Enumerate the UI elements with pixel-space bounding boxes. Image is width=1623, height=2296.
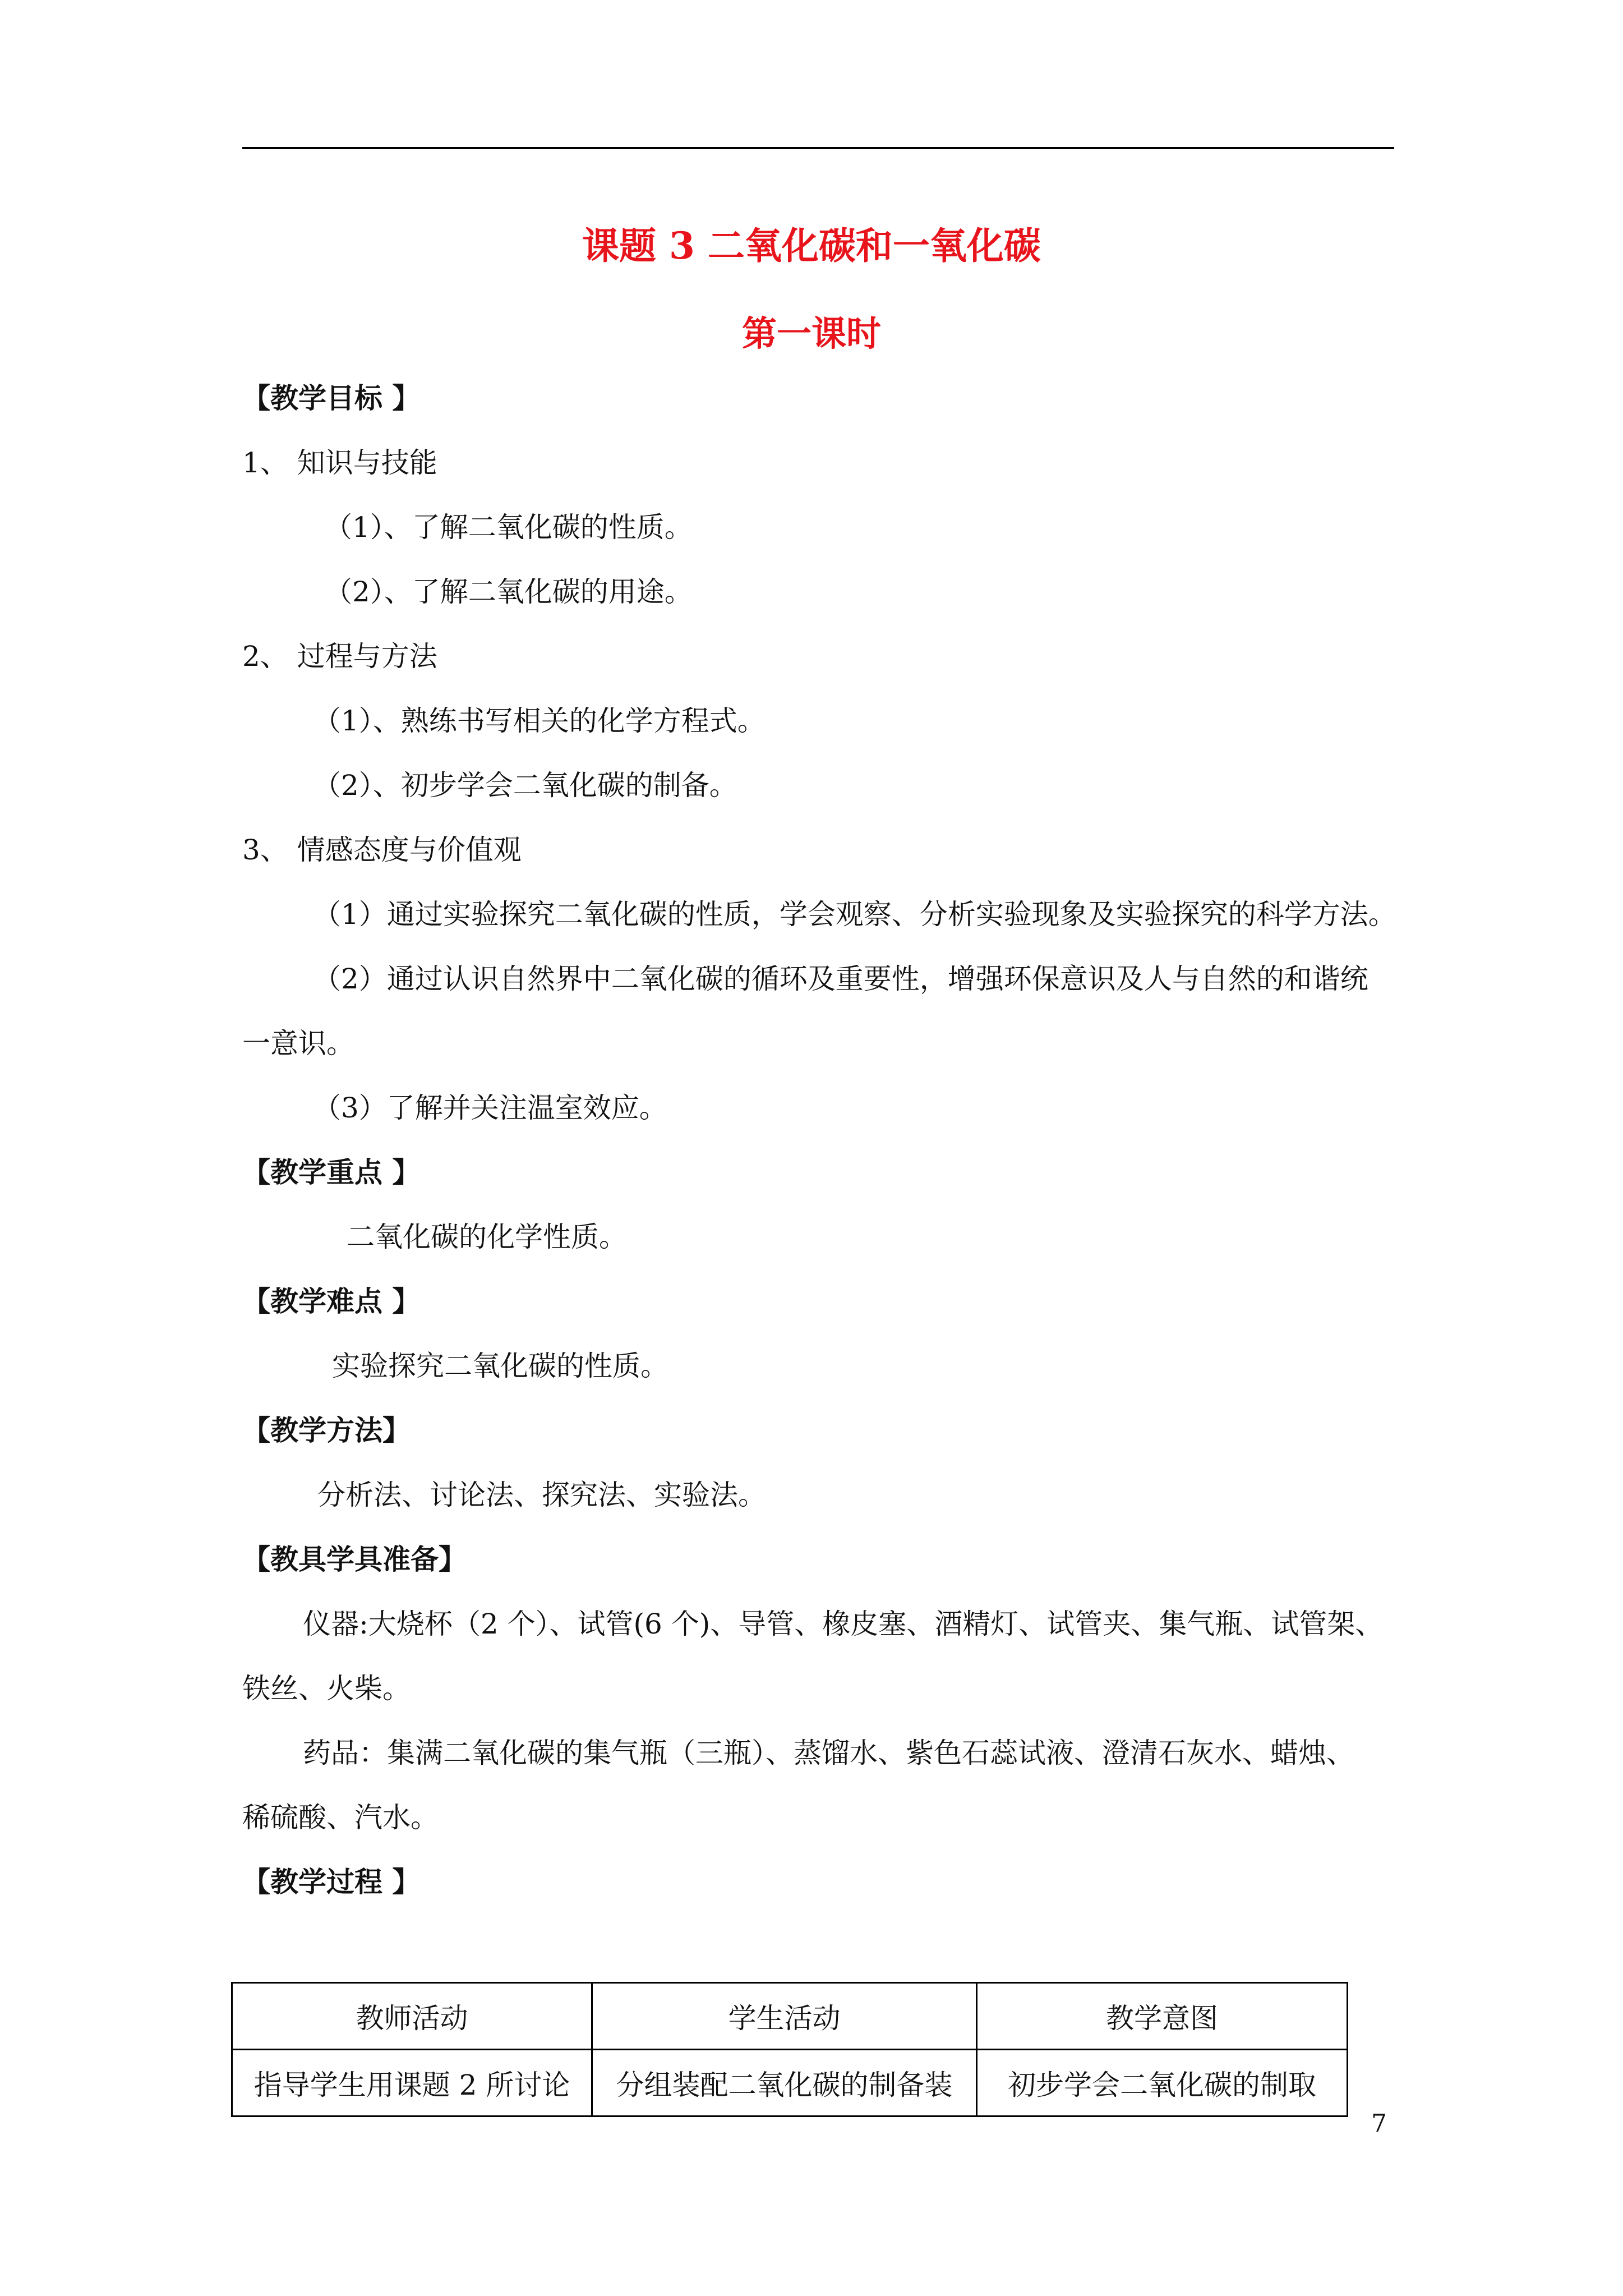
goal-3: 3、 情感态度与价值观: [242, 834, 522, 866]
header-cell-student: 学生活动: [592, 1983, 977, 2050]
table-row: [232, 2050, 1348, 2116]
difficulty-heading: 【教学难点 】: [242, 1285, 421, 1318]
key-point-heading: 【教学重点 】: [242, 1156, 421, 1189]
goal-2-item-b: （2）、初步学会二氧化碳的制备。: [313, 769, 737, 802]
header-cell-teacher: 教师活动: [232, 1983, 592, 2050]
table-cell: 分组装配二氧化碳的制备装: [592, 2050, 977, 2116]
teaching-process-table: [231, 1982, 1348, 2117]
table-cell: 指导学生用课题 2 所讨论: [232, 2050, 592, 2116]
goal-3-item-a: （1）通过实验探究二氧化碳的性质，学会观察、分析实验现象及实验探究的科学方法。: [313, 898, 1396, 931]
process-heading: 【教学过程 】: [242, 1866, 421, 1898]
prep-instruments-line2: 铁丝、火柴。: [242, 1672, 411, 1705]
goal-2: 2、 过程与方法: [242, 640, 437, 673]
goal-3-item-b-line1: （2）通过认识自然界中二氧化碳的循环及重要性，增强环保意识及人与自然的和谐统: [313, 963, 1368, 995]
page-title: 课题 3 二氧化碳和一氧化碳: [582, 224, 1041, 268]
goal-1: 1、 知识与技能: [242, 447, 437, 479]
method-heading: 【教学方法】: [242, 1414, 411, 1447]
table-cell: 初步学会二氧化碳的制取: [976, 2050, 1347, 2116]
page-subtitle: 第一课时: [741, 313, 881, 354]
key-point-text: 二氧化碳的化学性质。: [347, 1221, 627, 1253]
goal-3-item-c: （3）了解并关注温室效应。: [313, 1092, 667, 1124]
header-cell-intent: 教学意图: [976, 1983, 1347, 2050]
table-header-row: [232, 1983, 1348, 2050]
prep-instruments-line1: 仪器:大烧杯（2 个）、试管(6 个)、导管、橡皮塞、酒精灯、试管夹、集气瓶、试管架、: [303, 1608, 1384, 1640]
prep-chemicals-line2: 稀硫酸、汽水。: [242, 1801, 439, 1834]
goal-3-item-b-line2: 一意识。: [242, 1027, 354, 1060]
header-rule: [242, 147, 1394, 149]
goals-heading: 【教学目标 】: [242, 382, 421, 415]
prep-heading: 【教具学具准备】: [242, 1543, 467, 1576]
difficulty-text: 实验探究二氧化碳的性质。: [332, 1350, 668, 1382]
method-text: 分析法、讨论法、探究法、实验法。: [317, 1479, 766, 1511]
prep-chemicals-line1: 药品：集满二氧化碳的集气瓶（三瓶）、蒸馏水、紫色石蕊试液、澄清石灰水、蜡烛、: [303, 1737, 1354, 1769]
page-number: 7: [1371, 2109, 1387, 2138]
goal-2-item-a: （1）、熟练书写相关的化学方程式。: [313, 705, 766, 737]
goal-1-item-b: （2）、了解二氧化碳的用途。: [324, 576, 693, 608]
goal-1-item-a: （1）、了解二氧化碳的性质。: [324, 511, 693, 544]
